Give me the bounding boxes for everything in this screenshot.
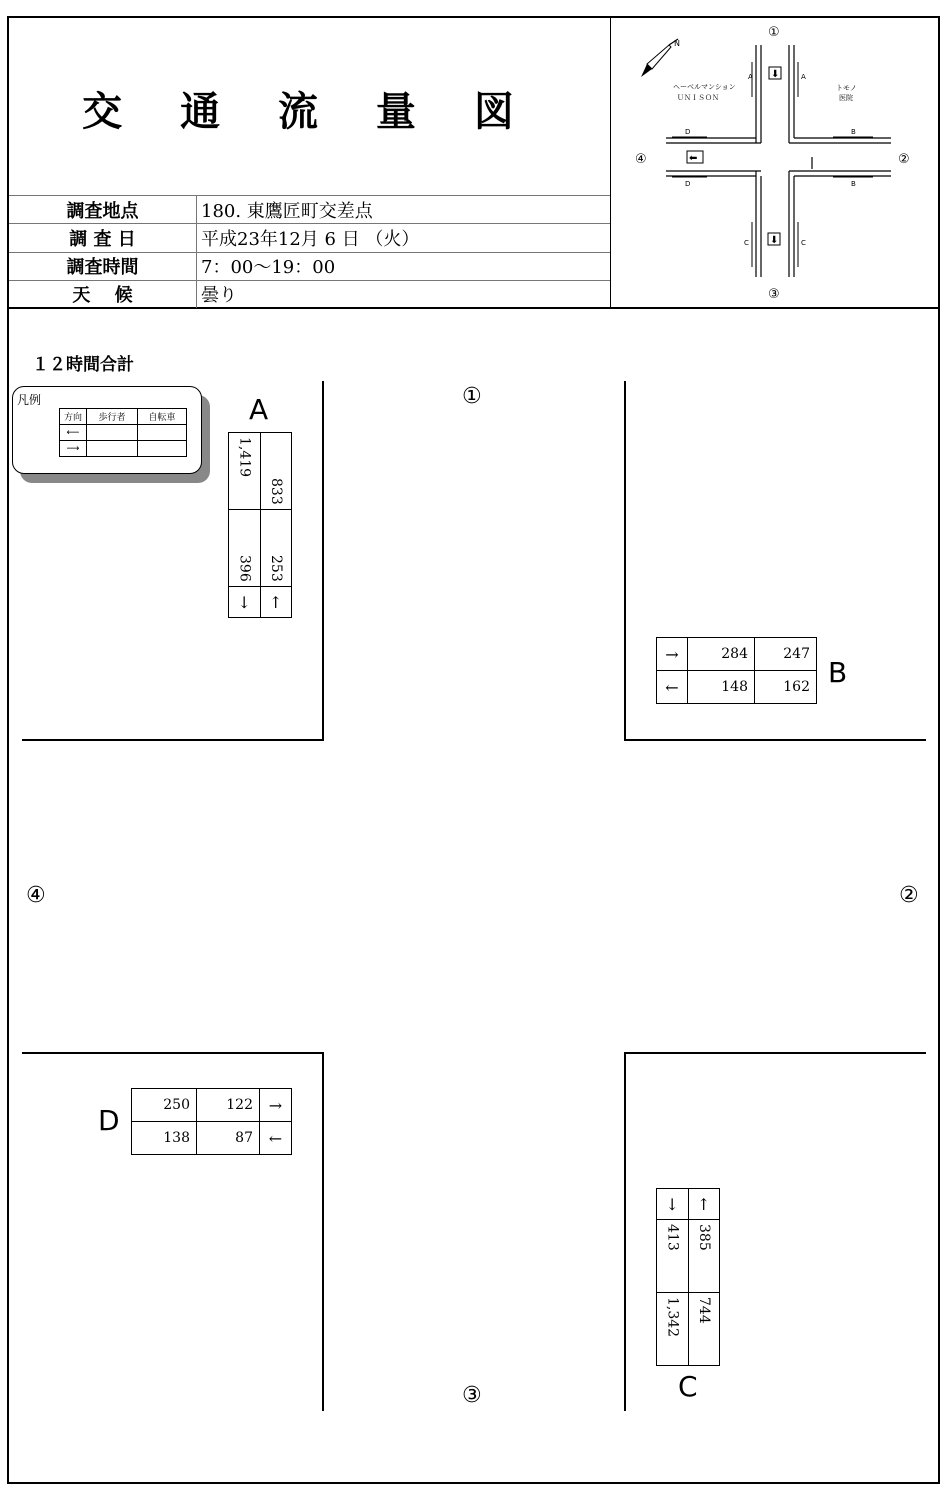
road-edge bbox=[624, 1052, 926, 1054]
crossing-c-up-arrow: ↑ bbox=[688, 1189, 720, 1220]
crossing-b-table bbox=[656, 637, 817, 704]
legend-header: 方向 bbox=[60, 409, 87, 425]
crossing-c-table bbox=[656, 1188, 720, 1366]
crossing-b-right-pedestrian: 284 bbox=[688, 638, 755, 671]
svg-text:B: B bbox=[851, 128, 856, 136]
crossing-d-left-bicycle: 87 bbox=[197, 1122, 260, 1155]
info-value: 平成23年12月 6 日 （火） bbox=[197, 224, 611, 252]
crossing-c-down-arrow: ↓ bbox=[657, 1189, 689, 1220]
svg-text:⬇: ⬇ bbox=[770, 235, 779, 246]
legend-header: 自転車 bbox=[138, 409, 187, 425]
crossing-b-left-bicycle: 162 bbox=[755, 671, 817, 704]
road-edge bbox=[22, 739, 324, 741]
map-approach-3: ③ bbox=[768, 287, 780, 302]
crossing-a-up-arrow: ↑ bbox=[260, 587, 292, 618]
svg-text:⬅: ⬅ bbox=[689, 153, 698, 164]
intersection-map bbox=[611, 17, 939, 306]
section-title: １２時間合計 bbox=[32, 355, 134, 375]
page-title: 交 通 流 量 図 bbox=[82, 89, 536, 135]
info-label: 天 候 bbox=[9, 280, 197, 308]
info-label: 調査時間 bbox=[9, 252, 197, 280]
legend-table bbox=[59, 408, 187, 457]
crossing-a-down-arrow: ↓ bbox=[229, 587, 261, 618]
road-edge bbox=[624, 381, 626, 740]
crossing-a-table bbox=[228, 432, 292, 618]
crossing-d-table bbox=[131, 1088, 292, 1155]
approach-4-label: ④ bbox=[26, 883, 46, 908]
crossing-c-up-bicycle: 744 bbox=[688, 1293, 720, 1366]
crossing-a-down-bicycle: 396 bbox=[229, 510, 261, 587]
info-label: 調査地点 bbox=[9, 196, 197, 224]
crossing-b-right-bicycle: 247 bbox=[755, 638, 817, 671]
crossing-d-left-arrow: ← bbox=[260, 1122, 292, 1155]
legend-label: 凡例 bbox=[17, 393, 42, 407]
crossing-c-down-bicycle: 1,342 bbox=[657, 1293, 689, 1366]
crossing-a-down-pedestrian: 1,419 bbox=[229, 433, 261, 510]
svg-text:N: N bbox=[674, 39, 680, 48]
info-label: 調 査 日 bbox=[9, 224, 197, 252]
svg-text:医院: 医院 bbox=[839, 94, 853, 102]
survey-info-table bbox=[9, 195, 610, 308]
approach-3-label: ③ bbox=[462, 1383, 482, 1408]
info-row-time bbox=[9, 252, 610, 280]
crossing-b-left-pedestrian: 148 bbox=[688, 671, 755, 704]
crossing-d-left-pedestrian: 138 bbox=[132, 1122, 197, 1155]
crossing-d-right-arrow: → bbox=[260, 1089, 292, 1122]
crossing-a-up-pedestrian: 833 bbox=[260, 433, 292, 510]
map-approach-2: ② bbox=[898, 152, 910, 167]
crossing-d-right-bicycle: 122 bbox=[197, 1089, 260, 1122]
crossing-d-label: D bbox=[98, 1104, 120, 1137]
svg-text:⬇: ⬇ bbox=[771, 69, 780, 80]
legend-direction: ⟵ bbox=[60, 425, 87, 441]
crossing-b-label: B bbox=[828, 656, 848, 689]
svg-text:D: D bbox=[685, 128, 691, 136]
info-value: 7：00～19：00 bbox=[197, 252, 611, 280]
info-value: 曇り bbox=[197, 280, 611, 308]
road-edge bbox=[322, 381, 324, 740]
crossing-c-down-pedestrian: 413 bbox=[657, 1220, 689, 1293]
crossing-b-right-arrow: → bbox=[657, 638, 688, 671]
legend-direction: ⟶ bbox=[60, 441, 87, 457]
map-crossing-a: A bbox=[801, 73, 806, 81]
north-arrow-icon bbox=[641, 39, 680, 77]
crossing-a-up-bicycle: 253 bbox=[260, 510, 292, 587]
svg-text:D: D bbox=[685, 180, 691, 188]
crossing-a-label: A bbox=[249, 393, 269, 426]
road-edge bbox=[322, 1052, 324, 1411]
svg-text:ＵＮＩＳＯＮ: ＵＮＩＳＯＮ bbox=[677, 94, 719, 102]
info-value: 180. 東鷹匠町交差点 bbox=[197, 196, 611, 224]
approach-2-label: ② bbox=[899, 883, 919, 908]
map-building-right: トモノ bbox=[836, 84, 857, 92]
map-approach-4: ④ bbox=[635, 152, 647, 167]
map-approach-1: ① bbox=[768, 25, 780, 40]
legend-header: 歩行者 bbox=[87, 409, 138, 425]
road-edge bbox=[22, 1052, 324, 1054]
crossing-d-right-pedestrian: 250 bbox=[132, 1089, 197, 1122]
info-row-weather bbox=[9, 280, 610, 308]
svg-text:B: B bbox=[851, 180, 856, 188]
crossing-c-label: C bbox=[678, 1370, 698, 1403]
svg-text:C: C bbox=[801, 239, 806, 247]
map-building-left: ヘーベルマンション bbox=[673, 83, 736, 91]
info-row-date bbox=[9, 224, 610, 252]
approach-1-label: ① bbox=[462, 384, 482, 409]
svg-text:C: C bbox=[744, 239, 749, 247]
crossing-c-up-pedestrian: 385 bbox=[688, 1220, 720, 1293]
road-edge bbox=[624, 1052, 626, 1411]
road-edge bbox=[624, 739, 926, 741]
map-crossing-a: A bbox=[748, 73, 753, 81]
crossing-b-left-arrow: ← bbox=[657, 671, 688, 704]
info-row-location bbox=[9, 196, 610, 224]
